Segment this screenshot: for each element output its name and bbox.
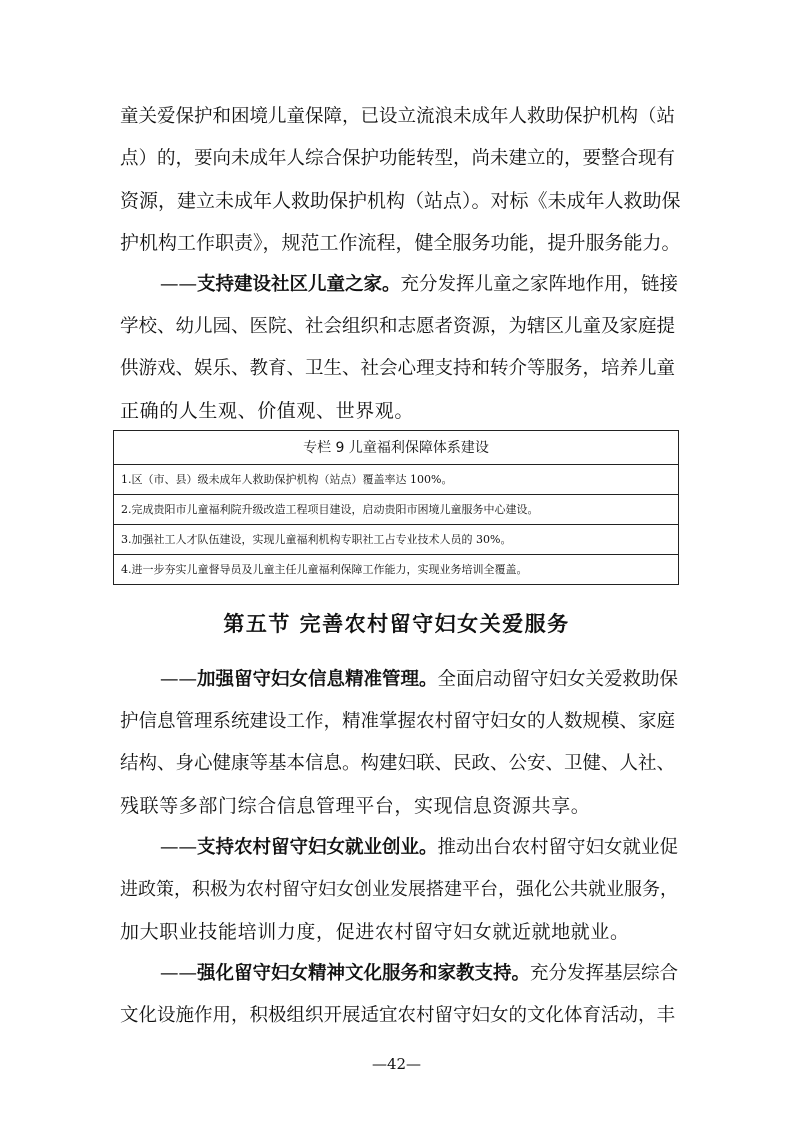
box-item: 4.进一步夯实儿童督导员及儿童主任儿童福利保障工作能力，实现业务培训全覆盖。 xyxy=(121,563,528,576)
paragraph-first-line xyxy=(160,962,680,986)
paragraph-heading: 支持建设社区儿童之家。 xyxy=(197,274,401,295)
paragraph-line: 学校、幼儿园、医院、社会组织和志愿者资源，为辖区儿童及家庭提 xyxy=(120,316,676,337)
box-title: 专栏 9 儿童福利保障体系建设 xyxy=(114,431,678,465)
paragraph-line: 正确的人生观、价值观、世界观。 xyxy=(120,400,415,422)
paragraph-line: 结构、身心健康等基本信息。构建妇联、民政、公安、卫健、人社、 xyxy=(120,753,676,774)
paragraph-first-line xyxy=(160,668,680,692)
paragraph-heading: 支持农村留守妇女就业创业。 xyxy=(197,837,438,858)
paragraph-first-line xyxy=(160,836,680,860)
section-heading: 第五节 完善农村留守妇女关爱服务 xyxy=(223,612,570,636)
paragraph-heading: 加强留守妇女信息精准管理。 xyxy=(197,669,438,690)
box-item: 3.加强社工人才队伍建设，实现儿童福利机构专职社工占专业技术人员的 30%。 xyxy=(114,525,678,555)
paragraph-first-line xyxy=(160,273,680,297)
box-item: 2.完成贵阳市儿童福利院升级改造工程项目建设，启动贵阳市困境儿童服务中心建设。 xyxy=(114,495,678,525)
paragraph-line: 加大职业技能培训力度，促进农村留守妇女就近就地就业。 xyxy=(120,921,630,943)
dash-lead: —— xyxy=(160,837,197,858)
paragraph-text: 全面启动留守妇女关爱救助保 xyxy=(437,669,679,690)
paragraph-line: 护信息管理系统建设工作，精准掌握农村留守妇女的人数规模、家庭 xyxy=(120,711,676,732)
page-number: —42— xyxy=(371,1055,422,1073)
box-item: 1.区（市、县）级未成年人救助保护机构（站点）覆盖率达 100%。 xyxy=(114,465,678,495)
paragraph-line: 资源，建立未成年人救助保护机构（站点）。对标《未成年人救助保 xyxy=(120,190,681,212)
column-box xyxy=(113,430,679,585)
paragraph-line: 护机构工作职责》，规范工作流程，健全服务功能，提升服务能力。 xyxy=(120,232,681,254)
dash-lead: —— xyxy=(160,963,197,984)
paragraph-line: 残联等多部门综合信息管理平台，实现信息资源共享。 xyxy=(120,795,591,817)
paragraph-line: 文化设施作用，积极组织开展适宜农村留守妇女的文化体育活动，丰 xyxy=(120,1005,676,1026)
paragraph-line: 供游戏、娱乐、教育、卫生、社会心理支持和转介等服务，培养儿童 xyxy=(120,358,676,379)
paragraph-line: 童关爱保护和困境儿童保障，已设立流浪未成年人救助保护机构（站 xyxy=(120,106,676,127)
paragraph-heading: 强化留守妇女精神文化服务和家教支持。 xyxy=(197,963,531,984)
paragraph-text: 推动出台农村留守妇女就业促 xyxy=(437,837,679,858)
paragraph-text: 充分发挥基层综合 xyxy=(530,963,679,984)
paragraph-text: 充分发挥儿童之家阵地作用，链接 xyxy=(400,274,679,295)
paragraph-line: 点）的，要向未成年人综合保护功能转型，尚未建立的，要整合现有 xyxy=(120,148,676,169)
dash-lead: —— xyxy=(160,669,197,690)
paragraph-line: 进政策，积极为农村留守妇女创业发展搭建平台，强化公共就业服务， xyxy=(120,879,678,900)
dash-lead: —— xyxy=(160,274,197,295)
